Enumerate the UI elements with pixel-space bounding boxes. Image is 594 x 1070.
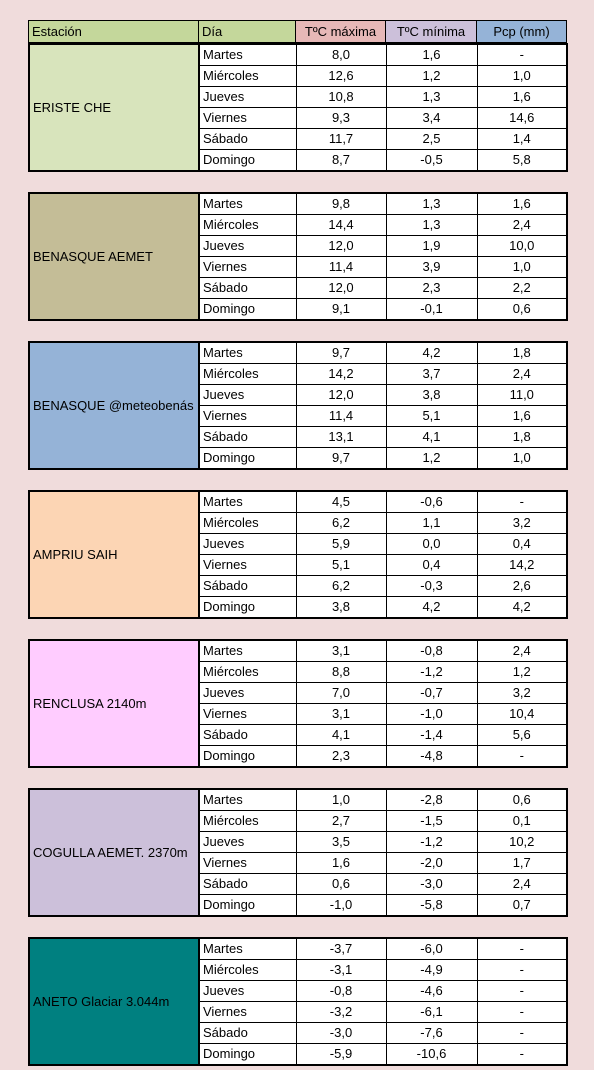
- tmin-cell: -6,1: [386, 1002, 477, 1023]
- pcp-cell: 1,6: [477, 87, 567, 108]
- tmin-cell: -1,2: [386, 832, 477, 853]
- day-cell: Martes: [199, 342, 296, 364]
- pcp-cell: 1,6: [477, 193, 567, 215]
- tmin-cell: -0,6: [386, 491, 477, 513]
- tmax-cell: 11,4: [296, 257, 386, 278]
- station-name: BENASQUE AEMET: [29, 193, 199, 320]
- header-station: Estación: [29, 21, 199, 43]
- table-row: [29, 938, 567, 960]
- pcp-cell: -: [477, 1002, 567, 1023]
- station-block: [28, 788, 566, 917]
- day-cell: Domingo: [199, 299, 296, 321]
- day-cell: Jueves: [199, 832, 296, 853]
- pcp-cell: 1,0: [477, 257, 567, 278]
- day-cell: Miércoles: [199, 811, 296, 832]
- station-table: [28, 43, 568, 172]
- tmin-cell: -1,4: [386, 725, 477, 746]
- pcp-cell: 1,8: [477, 427, 567, 448]
- pcp-cell: 1,2: [477, 662, 567, 683]
- day-cell: Jueves: [199, 534, 296, 555]
- station-name: COGULLA AEMET. 2370m: [29, 789, 199, 916]
- tmin-cell: 2,5: [386, 129, 477, 150]
- pcp-cell: 0,4: [477, 534, 567, 555]
- tmax-cell: 5,1: [296, 555, 386, 576]
- pcp-cell: 1,4: [477, 129, 567, 150]
- tmin-cell: 2,3: [386, 278, 477, 299]
- header-day: Día: [199, 21, 296, 43]
- station-table: [28, 788, 568, 917]
- station-table: [28, 192, 568, 321]
- pcp-cell: 10,0: [477, 236, 567, 257]
- station-name: ERISTE CHE: [29, 44, 199, 171]
- pcp-cell: 0,1: [477, 811, 567, 832]
- header-pcp: Pcp (mm): [477, 21, 567, 43]
- pcp-cell: 1,6: [477, 406, 567, 427]
- day-cell: Sábado: [199, 576, 296, 597]
- pcp-cell: -: [477, 960, 567, 981]
- tmax-cell: 11,7: [296, 129, 386, 150]
- tmax-cell: 4,1: [296, 725, 386, 746]
- station-name: BENASQUE @meteobenás: [29, 342, 199, 469]
- pcp-cell: 3,2: [477, 683, 567, 704]
- day-cell: Miércoles: [199, 66, 296, 87]
- pcp-cell: -: [477, 981, 567, 1002]
- pcp-cell: 10,4: [477, 704, 567, 725]
- table-row: [29, 44, 567, 66]
- tmin-cell: 1,3: [386, 193, 477, 215]
- pcp-cell: 2,2: [477, 278, 567, 299]
- day-cell: Viernes: [199, 555, 296, 576]
- tmin-cell: 1,9: [386, 236, 477, 257]
- pcp-cell: 2,4: [477, 364, 567, 385]
- tmax-cell: 12,0: [296, 278, 386, 299]
- weather-table: [28, 20, 566, 1066]
- tmin-cell: 1,1: [386, 513, 477, 534]
- tmax-cell: 2,3: [296, 746, 386, 768]
- station-table: [28, 490, 568, 619]
- pcp-cell: 2,4: [477, 874, 567, 895]
- station-block: [28, 490, 566, 619]
- table-row: [29, 640, 567, 662]
- station-table: [28, 341, 568, 470]
- tmax-cell: 9,7: [296, 448, 386, 470]
- tmax-cell: 3,1: [296, 640, 386, 662]
- tmax-cell: 14,2: [296, 364, 386, 385]
- tmin-cell: -4,6: [386, 981, 477, 1002]
- tmin-cell: 0,4: [386, 555, 477, 576]
- day-cell: Sábado: [199, 427, 296, 448]
- station-name: RENCLUSA 2140m: [29, 640, 199, 767]
- day-cell: Jueves: [199, 87, 296, 108]
- tmin-cell: 4,2: [386, 342, 477, 364]
- day-cell: Domingo: [199, 1044, 296, 1066]
- day-cell: Martes: [199, 789, 296, 811]
- tmin-cell: -0,1: [386, 299, 477, 321]
- tmax-cell: -3,7: [296, 938, 386, 960]
- tmax-cell: 14,4: [296, 215, 386, 236]
- tmax-cell: -1,0: [296, 895, 386, 917]
- tmin-cell: -0,7: [386, 683, 477, 704]
- day-cell: Viernes: [199, 406, 296, 427]
- day-cell: Domingo: [199, 448, 296, 470]
- tmax-cell: 12,6: [296, 66, 386, 87]
- pcp-cell: 0,7: [477, 895, 567, 917]
- tmin-cell: -4,9: [386, 960, 477, 981]
- day-cell: Miércoles: [199, 960, 296, 981]
- tmax-cell: 8,0: [296, 44, 386, 66]
- tmin-cell: -4,8: [386, 746, 477, 768]
- day-cell: Miércoles: [199, 513, 296, 534]
- tmin-cell: -0,8: [386, 640, 477, 662]
- day-cell: Sábado: [199, 874, 296, 895]
- pcp-cell: -: [477, 491, 567, 513]
- tmax-cell: 0,6: [296, 874, 386, 895]
- day-cell: Martes: [199, 640, 296, 662]
- tmax-cell: -0,8: [296, 981, 386, 1002]
- tmax-cell: 9,1: [296, 299, 386, 321]
- station-block: [28, 192, 566, 321]
- tmin-cell: 3,7: [386, 364, 477, 385]
- header-tmin: TºC mínima: [386, 21, 477, 43]
- tmax-cell: 1,6: [296, 853, 386, 874]
- tmin-cell: 1,6: [386, 44, 477, 66]
- day-cell: Viernes: [199, 108, 296, 129]
- tmin-cell: -1,5: [386, 811, 477, 832]
- tmin-cell: 0,0: [386, 534, 477, 555]
- tmin-cell: -2,8: [386, 789, 477, 811]
- day-cell: Viernes: [199, 853, 296, 874]
- tmin-cell: -3,0: [386, 874, 477, 895]
- tmin-cell: -7,6: [386, 1023, 477, 1044]
- day-cell: Martes: [199, 193, 296, 215]
- pcp-cell: -: [477, 1044, 567, 1066]
- pcp-cell: 0,6: [477, 789, 567, 811]
- day-cell: Jueves: [199, 236, 296, 257]
- day-cell: Domingo: [199, 746, 296, 768]
- tmax-cell: 12,0: [296, 236, 386, 257]
- table-row: [29, 491, 567, 513]
- table-row: [29, 789, 567, 811]
- tmin-cell: 5,1: [386, 406, 477, 427]
- pcp-cell: -: [477, 44, 567, 66]
- pcp-cell: 1,0: [477, 448, 567, 470]
- station-block: [28, 639, 566, 768]
- tmax-cell: 10,8: [296, 87, 386, 108]
- day-cell: Martes: [199, 44, 296, 66]
- pcp-cell: 4,2: [477, 597, 567, 619]
- day-cell: Miércoles: [199, 662, 296, 683]
- pcp-cell: 3,2: [477, 513, 567, 534]
- header-row: [28, 20, 567, 43]
- day-cell: Viernes: [199, 257, 296, 278]
- day-cell: Sábado: [199, 129, 296, 150]
- tmin-cell: 1,3: [386, 87, 477, 108]
- pcp-cell: 14,2: [477, 555, 567, 576]
- tmin-cell: 4,1: [386, 427, 477, 448]
- tmax-cell: -3,0: [296, 1023, 386, 1044]
- tmax-cell: 11,4: [296, 406, 386, 427]
- tmin-cell: 1,2: [386, 66, 477, 87]
- tmax-cell: 6,2: [296, 513, 386, 534]
- tmin-cell: 1,2: [386, 448, 477, 470]
- tmin-cell: -0,3: [386, 576, 477, 597]
- pcp-cell: 11,0: [477, 385, 567, 406]
- tmin-cell: -0,5: [386, 150, 477, 172]
- tmax-cell: 1,0: [296, 789, 386, 811]
- day-cell: Domingo: [199, 597, 296, 619]
- pcp-cell: 2,6: [477, 576, 567, 597]
- station-block: [28, 341, 566, 470]
- pcp-cell: 0,6: [477, 299, 567, 321]
- tmax-cell: 2,7: [296, 811, 386, 832]
- tmin-cell: 3,9: [386, 257, 477, 278]
- pcp-cell: 1,8: [477, 342, 567, 364]
- tmax-cell: 3,1: [296, 704, 386, 725]
- tmax-cell: 4,5: [296, 491, 386, 513]
- tmax-cell: 9,8: [296, 193, 386, 215]
- tmax-cell: 8,8: [296, 662, 386, 683]
- day-cell: Jueves: [199, 385, 296, 406]
- tmin-cell: -1,2: [386, 662, 477, 683]
- tmax-cell: 7,0: [296, 683, 386, 704]
- tmin-cell: -10,6: [386, 1044, 477, 1066]
- tmin-cell: 3,4: [386, 108, 477, 129]
- day-cell: Miércoles: [199, 364, 296, 385]
- tmax-cell: 9,3: [296, 108, 386, 129]
- pcp-cell: -: [477, 1023, 567, 1044]
- station-table: [28, 639, 568, 768]
- tmin-cell: 3,8: [386, 385, 477, 406]
- table-row: [29, 342, 567, 364]
- tmax-cell: 6,2: [296, 576, 386, 597]
- tmax-cell: -3,2: [296, 1002, 386, 1023]
- day-cell: Domingo: [199, 150, 296, 172]
- day-cell: Viernes: [199, 1002, 296, 1023]
- tmax-cell: 8,7: [296, 150, 386, 172]
- tmin-cell: 4,2: [386, 597, 477, 619]
- day-cell: Jueves: [199, 683, 296, 704]
- station-table: [28, 937, 568, 1066]
- day-cell: Sábado: [199, 1023, 296, 1044]
- tmin-cell: -2,0: [386, 853, 477, 874]
- day-cell: Miércoles: [199, 215, 296, 236]
- tmax-cell: 13,1: [296, 427, 386, 448]
- tmax-cell: 3,8: [296, 597, 386, 619]
- station-name: ANETO Glaciar 3.044m: [29, 938, 199, 1065]
- day-cell: Sábado: [199, 725, 296, 746]
- pcp-cell: 2,4: [477, 640, 567, 662]
- tmin-cell: 1,3: [386, 215, 477, 236]
- day-cell: Martes: [199, 491, 296, 513]
- tmax-cell: 5,9: [296, 534, 386, 555]
- station-name: AMPRIU SAIH: [29, 491, 199, 618]
- tmax-cell: 12,0: [296, 385, 386, 406]
- tmin-cell: -1,0: [386, 704, 477, 725]
- header-tmax: TºC máxima: [296, 21, 386, 43]
- pcp-cell: 5,6: [477, 725, 567, 746]
- pcp-cell: 2,4: [477, 215, 567, 236]
- tmax-cell: 3,5: [296, 832, 386, 853]
- pcp-cell: -: [477, 938, 567, 960]
- day-cell: Sábado: [199, 278, 296, 299]
- pcp-cell: 1,0: [477, 66, 567, 87]
- tmax-cell: -3,1: [296, 960, 386, 981]
- station-block: [28, 43, 566, 172]
- day-cell: Martes: [199, 938, 296, 960]
- tmin-cell: -6,0: [386, 938, 477, 960]
- pcp-cell: 1,7: [477, 853, 567, 874]
- pcp-cell: 14,6: [477, 108, 567, 129]
- station-block: [28, 937, 566, 1066]
- tmax-cell: 9,7: [296, 342, 386, 364]
- table-row: [29, 193, 567, 215]
- day-cell: Viernes: [199, 704, 296, 725]
- pcp-cell: 5,8: [477, 150, 567, 172]
- day-cell: Domingo: [199, 895, 296, 917]
- pcp-cell: 10,2: [477, 832, 567, 853]
- tmax-cell: -5,9: [296, 1044, 386, 1066]
- tmin-cell: -5,8: [386, 895, 477, 917]
- day-cell: Jueves: [199, 981, 296, 1002]
- pcp-cell: -: [477, 746, 567, 768]
